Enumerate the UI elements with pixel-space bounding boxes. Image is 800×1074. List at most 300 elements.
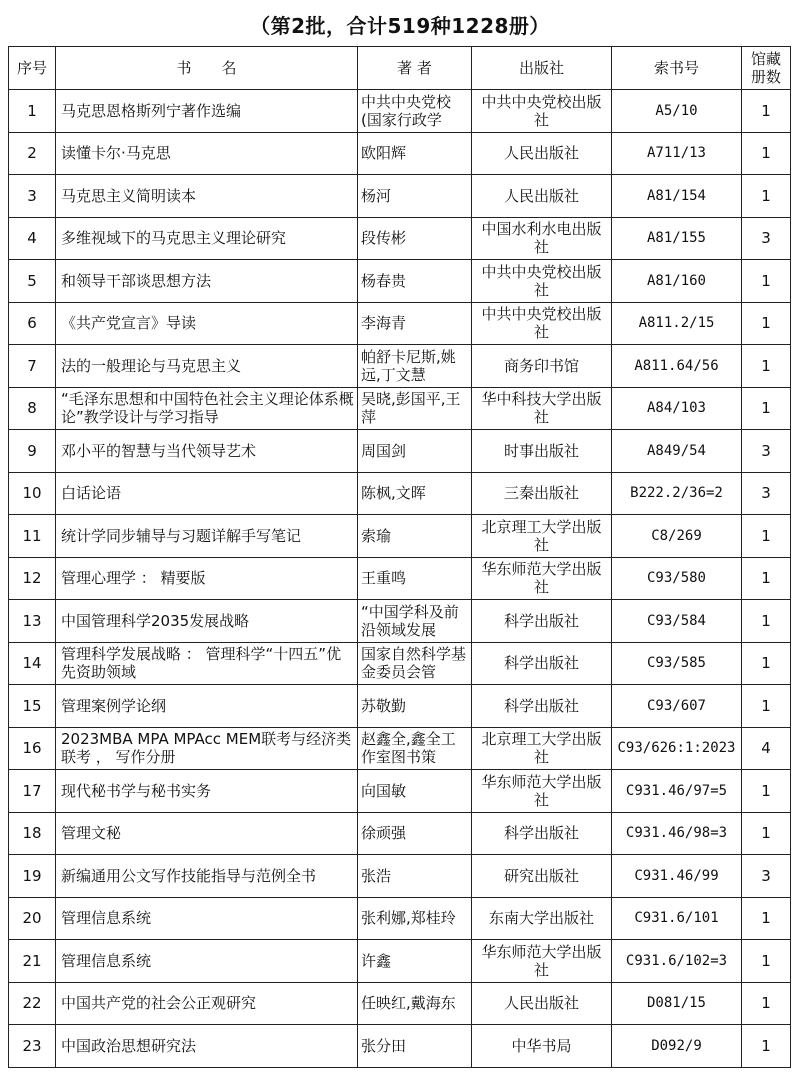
cell-no xyxy=(9,1025,56,1068)
cell-publisher xyxy=(472,132,612,175)
cell-title xyxy=(56,600,358,643)
cell-call-number xyxy=(612,302,742,345)
cell-author xyxy=(358,90,472,133)
cell-copies xyxy=(742,132,791,175)
header-call-number: 索书号 xyxy=(612,47,742,90)
cell-no-text: 14 xyxy=(22,654,42,673)
cell-title-text: 《共产党宣言》导读 xyxy=(61,314,197,333)
cell-no xyxy=(9,175,56,218)
cell-copies xyxy=(742,557,791,600)
table-row xyxy=(9,90,791,133)
cell-author xyxy=(358,132,472,175)
cell-no-text: 4 xyxy=(27,229,37,248)
cell-title-text: 管理信息系统 xyxy=(61,909,152,928)
cell-copies-text: 3 xyxy=(761,229,771,248)
cell-no-text: 10 xyxy=(22,484,42,503)
cell-author xyxy=(358,1025,472,1068)
cell-publisher xyxy=(472,940,612,983)
cell-publisher-text: 商务印书馆 xyxy=(503,356,579,375)
cell-author xyxy=(358,217,472,260)
cell-no-text: 1 xyxy=(27,101,37,120)
cell-author xyxy=(358,302,472,345)
cell-no xyxy=(9,260,56,303)
cell-call-number-text: A84/103 xyxy=(646,400,706,417)
cell-no xyxy=(9,940,56,983)
cell-title xyxy=(56,855,358,898)
table-row xyxy=(9,132,791,175)
cell-publisher xyxy=(472,90,612,133)
cell-copies xyxy=(742,600,791,643)
cell-title-text: 新编通用公文写作技能指导与范例全书 xyxy=(61,866,317,885)
header-no: 序号 xyxy=(9,47,56,90)
cell-title xyxy=(56,260,358,303)
cell-copies-text: 1 xyxy=(761,186,771,205)
cell-title xyxy=(56,472,358,515)
cell-copies xyxy=(742,90,791,133)
cell-call-number-text: C931.6/102=3 xyxy=(625,952,728,969)
cell-title-text: 管理信息系统 xyxy=(61,951,152,970)
cell-title xyxy=(56,217,358,260)
cell-copies xyxy=(742,387,791,430)
cell-author xyxy=(358,855,472,898)
cell-no xyxy=(9,132,56,175)
cell-publisher xyxy=(472,600,612,643)
cell-call-number xyxy=(612,770,742,813)
cell-publisher xyxy=(472,642,612,685)
cell-copies-text: 1 xyxy=(761,569,771,588)
cell-call-number-text: C93/580 xyxy=(646,570,706,587)
cell-no-text: 13 xyxy=(22,611,42,630)
cell-author xyxy=(358,600,472,643)
cell-no xyxy=(9,302,56,345)
cell-title-text: 多维视域下的马克思主义理论研究 xyxy=(61,229,287,248)
cell-call-number xyxy=(612,175,742,218)
cell-author-text: 索瑜 xyxy=(361,526,392,545)
cell-author-text: 王重鸣 xyxy=(361,569,407,588)
header-author: 著 者 xyxy=(358,47,472,90)
cell-author-text: 帕舒卡尼斯,姚远,丁文慧 xyxy=(361,347,456,384)
cell-title xyxy=(56,132,358,175)
cell-publisher-text: 时事出版社 xyxy=(503,441,579,460)
cell-call-number-text: C931.46/99 xyxy=(634,867,719,884)
table-row xyxy=(9,727,791,770)
cell-no xyxy=(9,727,56,770)
cell-call-number xyxy=(612,940,742,983)
cell-publisher-text: 人民出版社 xyxy=(503,186,579,205)
cell-call-number-text: A81/160 xyxy=(646,272,706,289)
cell-no xyxy=(9,812,56,855)
cell-author xyxy=(358,345,472,388)
cell-call-number-text: D081/15 xyxy=(646,995,706,1012)
cell-no-text: 7 xyxy=(27,356,37,375)
cell-publisher-text: 中共中央党校出版社 xyxy=(481,92,602,129)
cell-call-number xyxy=(612,982,742,1025)
cell-author-text: 张浩 xyxy=(361,866,392,885)
cell-title-text: 中国共产党的社会公正观研究 xyxy=(61,994,257,1013)
cell-author xyxy=(358,557,472,600)
table-row xyxy=(9,260,791,303)
cell-copies-text: 1 xyxy=(761,526,771,545)
cell-no xyxy=(9,90,56,133)
cell-no xyxy=(9,217,56,260)
cell-author-text: 许鑫 xyxy=(361,951,392,970)
cell-copies-text: 1 xyxy=(761,781,771,800)
cell-copies xyxy=(742,812,791,855)
cell-copies-text: 3 xyxy=(761,866,771,885)
cell-copies xyxy=(742,302,791,345)
cell-call-number-text: D092/9 xyxy=(651,1037,702,1054)
cell-publisher xyxy=(472,430,612,473)
cell-copies xyxy=(742,642,791,685)
cell-title-text: 和领导干部谈思想方法 xyxy=(61,271,212,290)
cell-author xyxy=(358,770,472,813)
cell-copies xyxy=(742,770,791,813)
cell-author-text: 赵鑫全,鑫全工作室图书策 xyxy=(361,730,456,767)
cell-author-text: 杨春贵 xyxy=(361,271,407,290)
cell-title xyxy=(56,302,358,345)
cell-title-text: 管理文秘 xyxy=(61,824,122,843)
cell-publisher-text: 中共中央党校出版社 xyxy=(481,305,602,342)
cell-copies-text: 1 xyxy=(761,314,771,333)
cell-title xyxy=(56,727,358,770)
cell-call-number xyxy=(612,727,742,770)
table-row xyxy=(9,472,791,515)
table-row xyxy=(9,1025,791,1068)
cell-no-text: 22 xyxy=(22,994,42,1013)
cell-no xyxy=(9,982,56,1025)
page-title: （第2批，合计519种1228册） xyxy=(250,14,550,38)
cell-call-number-text: A81/155 xyxy=(646,230,706,247)
cell-call-number xyxy=(612,132,742,175)
cell-publisher xyxy=(472,727,612,770)
cell-author xyxy=(358,175,472,218)
cell-publisher-text: 北京理工大学出版社 xyxy=(481,730,602,767)
cell-call-number-text: C93/584 xyxy=(646,612,706,629)
cell-no xyxy=(9,472,56,515)
cell-publisher xyxy=(472,387,612,430)
cell-call-number xyxy=(612,430,742,473)
cell-title xyxy=(56,685,358,728)
cell-call-number xyxy=(612,387,742,430)
cell-publisher xyxy=(472,217,612,260)
cell-copies-text: 4 xyxy=(761,739,771,758)
cell-title-text: 读懂卡尔·马克思 xyxy=(61,144,171,163)
cell-copies-text: 1 xyxy=(761,654,771,673)
cell-copies xyxy=(742,982,791,1025)
cell-author xyxy=(358,387,472,430)
cell-author-text: 苏敬勤 xyxy=(361,696,407,715)
table-row xyxy=(9,175,791,218)
cell-copies-text: 1 xyxy=(761,1036,771,1055)
cell-title-text: 2023MBA MPA MPAcc MEM联考与经济类联考 ， 写作分册 xyxy=(61,730,352,767)
cell-call-number xyxy=(612,90,742,133)
cell-no-text: 11 xyxy=(22,526,42,545)
cell-no-text: 5 xyxy=(27,271,37,290)
cell-no-text: 16 xyxy=(22,739,42,758)
cell-copies-text: 1 xyxy=(761,951,771,970)
cell-no xyxy=(9,642,56,685)
cell-no xyxy=(9,770,56,813)
cell-copies-text: 1 xyxy=(761,144,771,163)
cell-title-text: 中国政治思想研究法 xyxy=(61,1036,197,1055)
cell-call-number-text: A811.64/56 xyxy=(634,357,719,374)
cell-call-number-text: A81/154 xyxy=(646,187,706,204)
cell-call-number xyxy=(612,217,742,260)
cell-title xyxy=(56,982,358,1025)
cell-no xyxy=(9,430,56,473)
cell-publisher xyxy=(472,770,612,813)
cell-copies-text: 1 xyxy=(761,994,771,1013)
table-row xyxy=(9,600,791,643)
cell-title-text: 马克思恩格斯列宁著作选编 xyxy=(61,101,242,120)
cell-title-text: 统计学同步辅导与习题详解手写笔记 xyxy=(61,526,302,545)
cell-no xyxy=(9,600,56,643)
cell-publisher-text: 中共中央党校出版社 xyxy=(481,262,602,299)
cell-author xyxy=(358,897,472,940)
cell-publisher xyxy=(472,472,612,515)
table-row xyxy=(9,642,791,685)
cell-no-text: 15 xyxy=(22,696,42,715)
table-row xyxy=(9,345,791,388)
cell-author xyxy=(358,472,472,515)
cell-copies-text: 1 xyxy=(761,824,771,843)
cell-copies xyxy=(742,897,791,940)
table-row xyxy=(9,982,791,1025)
cell-publisher xyxy=(472,982,612,1025)
cell-author-text: 张利娜,郑桂玲 xyxy=(361,909,456,928)
cell-no xyxy=(9,515,56,558)
table-row xyxy=(9,770,791,813)
cell-publisher xyxy=(472,855,612,898)
cell-author-text: 周国剑 xyxy=(361,441,407,460)
cell-publisher xyxy=(472,345,612,388)
table-row xyxy=(9,430,791,473)
cell-call-number-text: A711/13 xyxy=(646,145,706,162)
cell-author xyxy=(358,260,472,303)
table-row xyxy=(9,855,791,898)
cell-author-text: “中国学科及前沿领域发展 xyxy=(361,602,459,639)
cell-title xyxy=(56,345,358,388)
cell-publisher xyxy=(472,897,612,940)
cell-no-text: 9 xyxy=(27,441,37,460)
header-copies: 馆藏册数 xyxy=(742,47,791,90)
cell-title-text: 白话论语 xyxy=(61,484,122,503)
cell-publisher-text: 北京理工大学出版社 xyxy=(481,517,602,554)
cell-no xyxy=(9,855,56,898)
cell-title xyxy=(56,642,358,685)
cell-copies xyxy=(742,855,791,898)
cell-call-number xyxy=(612,642,742,685)
table-row xyxy=(9,812,791,855)
table-row xyxy=(9,897,791,940)
cell-no xyxy=(9,897,56,940)
cell-author-text: 国家自然科学基金委员会管 xyxy=(361,645,467,682)
cell-author-text: 段传彬 xyxy=(361,229,407,248)
cell-author-text: 李海青 xyxy=(361,314,407,333)
cell-author xyxy=(358,940,472,983)
cell-copies xyxy=(742,685,791,728)
cell-author-text: 中共中央党校(国家行政学 xyxy=(361,92,452,129)
cell-call-number xyxy=(612,685,742,728)
cell-publisher xyxy=(472,515,612,558)
book-list-table xyxy=(8,46,791,1068)
cell-no-text: 20 xyxy=(22,909,42,928)
cell-title-text: 管理案例学论纲 xyxy=(61,696,167,715)
cell-author-text: 向国敏 xyxy=(361,781,407,800)
table-row xyxy=(9,940,791,983)
cell-author-text: 吴晓,彭国平,王萍 xyxy=(361,390,461,427)
cell-copies-text: 1 xyxy=(761,696,771,715)
cell-publisher-text: 华东师范大学出版社 xyxy=(481,942,602,979)
cell-title-text: 管理心理学 ： 精要版 xyxy=(61,569,206,588)
cell-author xyxy=(358,727,472,770)
cell-call-number xyxy=(612,1025,742,1068)
cell-call-number xyxy=(612,600,742,643)
cell-call-number xyxy=(612,345,742,388)
cell-author xyxy=(358,685,472,728)
cell-no-text: 18 xyxy=(22,824,42,843)
cell-title xyxy=(56,430,358,473)
cell-publisher xyxy=(472,557,612,600)
cell-title-text: 管理科学发展战略 ： 管理科学“十四五”优先资助领域 xyxy=(61,645,342,682)
cell-author-text: 徐顽强 xyxy=(361,824,407,843)
cell-call-number-text: C931.6/101 xyxy=(634,910,719,927)
cell-copies xyxy=(742,175,791,218)
table-row xyxy=(9,685,791,728)
cell-copies-text: 1 xyxy=(761,399,771,418)
cell-call-number-text: C8/269 xyxy=(651,527,702,544)
cell-no xyxy=(9,387,56,430)
cell-copies xyxy=(742,940,791,983)
cell-publisher-text: 华东师范大学出版社 xyxy=(481,772,602,809)
header-publisher: 出版社 xyxy=(472,47,612,90)
cell-copies xyxy=(742,345,791,388)
cell-no-text: 12 xyxy=(22,569,42,588)
cell-no-text: 2 xyxy=(27,144,37,163)
cell-publisher-text: 华东师范大学出版社 xyxy=(481,560,602,597)
cell-author-text: 杨河 xyxy=(361,186,392,205)
cell-title xyxy=(56,770,358,813)
cell-call-number xyxy=(612,557,742,600)
cell-title xyxy=(56,515,358,558)
cell-no-text: 8 xyxy=(27,399,37,418)
cell-title xyxy=(56,1025,358,1068)
cell-publisher xyxy=(472,685,612,728)
cell-copies xyxy=(742,515,791,558)
cell-call-number xyxy=(612,855,742,898)
cell-copies-text: 1 xyxy=(761,611,771,630)
cell-call-number-text: C93/607 xyxy=(646,697,706,714)
cell-author xyxy=(358,642,472,685)
cell-copies xyxy=(742,430,791,473)
cell-publisher-text: 人民出版社 xyxy=(503,144,579,163)
cell-publisher-text: 华中科技大学出版社 xyxy=(481,390,602,427)
cell-publisher-text: 科学出版社 xyxy=(503,696,579,715)
cell-title-text: 马克思主义简明读本 xyxy=(61,186,197,205)
cell-call-number xyxy=(612,472,742,515)
cell-title xyxy=(56,940,358,983)
cell-call-number-text: C93/585 xyxy=(646,655,706,672)
cell-copies-text: 1 xyxy=(761,356,771,375)
cell-title-text: 现代秘书学与秘书实务 xyxy=(61,781,212,800)
cell-copies-text: 1 xyxy=(761,271,771,290)
cell-title xyxy=(56,175,358,218)
cell-publisher-text: 人民出版社 xyxy=(503,994,579,1013)
table-row xyxy=(9,557,791,600)
cell-publisher-text: 科学出版社 xyxy=(503,824,579,843)
cell-title xyxy=(56,897,358,940)
cell-no xyxy=(9,685,56,728)
cell-call-number-text: C931.46/98=3 xyxy=(625,825,728,842)
cell-publisher xyxy=(472,1025,612,1068)
cell-publisher-text: 东南大学出版社 xyxy=(488,909,594,928)
cell-call-number-text: A811.2/15 xyxy=(638,315,715,332)
table-row xyxy=(9,387,791,430)
cell-call-number xyxy=(612,897,742,940)
cell-copies xyxy=(742,472,791,515)
cell-copies-text: 1 xyxy=(761,909,771,928)
header-title: 书 名 xyxy=(56,47,358,90)
cell-no-text: 3 xyxy=(27,186,37,205)
cell-title xyxy=(56,387,358,430)
cell-author xyxy=(358,515,472,558)
cell-copies xyxy=(742,727,791,770)
cell-publisher-text: 中国水利水电出版社 xyxy=(481,220,602,257)
cell-title xyxy=(56,557,358,600)
cell-copies-text: 1 xyxy=(761,101,771,120)
cell-author xyxy=(358,812,472,855)
cell-publisher xyxy=(472,812,612,855)
cell-publisher-text: 科学出版社 xyxy=(503,611,579,630)
cell-call-number-text: B222.2/36=2 xyxy=(630,485,723,502)
cell-title xyxy=(56,90,358,133)
cell-publisher-text: 三秦出版社 xyxy=(503,484,579,503)
cell-call-number-text: C931.46/97=5 xyxy=(625,782,728,799)
cell-call-number xyxy=(612,260,742,303)
table-header-row xyxy=(9,47,791,90)
table-row xyxy=(9,302,791,345)
cell-copies xyxy=(742,1025,791,1068)
cell-publisher-text: 科学出版社 xyxy=(503,654,579,673)
table-row xyxy=(9,515,791,558)
cell-no-text: 17 xyxy=(22,781,42,800)
cell-title-text: 中国管理科学2035发展战略 xyxy=(61,611,250,630)
cell-no-text: 19 xyxy=(22,866,42,885)
cell-no xyxy=(9,345,56,388)
cell-author-text: 张分田 xyxy=(361,1036,407,1055)
cell-no-text: 6 xyxy=(27,314,37,333)
cell-author-text: 欧阳辉 xyxy=(361,144,407,163)
cell-call-number-text: A5/10 xyxy=(655,102,698,119)
cell-title xyxy=(56,812,358,855)
cell-publisher-text: 中华书局 xyxy=(511,1036,572,1055)
cell-author-text: 陈枫,文晖 xyxy=(361,484,426,503)
cell-no-text: 23 xyxy=(22,1036,42,1055)
cell-no-text: 21 xyxy=(22,951,42,970)
cell-title-text: “毛泽东思想和中国特色社会主义理论体系概论”教学设计与学习指导 xyxy=(61,390,354,427)
cell-author xyxy=(358,982,472,1025)
cell-copies xyxy=(742,260,791,303)
cell-call-number xyxy=(612,515,742,558)
table-row xyxy=(9,217,791,260)
cell-copies xyxy=(742,217,791,260)
cell-title-text: 法的一般理论与马克思主义 xyxy=(61,356,242,375)
cell-title-text: 邓小平的智慧与当代领导艺术 xyxy=(61,441,257,460)
cell-call-number-text: C93/626:1:2023 xyxy=(617,740,736,757)
cell-publisher-text: 研究出版社 xyxy=(503,866,579,885)
cell-no xyxy=(9,557,56,600)
cell-copies-text: 3 xyxy=(761,484,771,503)
